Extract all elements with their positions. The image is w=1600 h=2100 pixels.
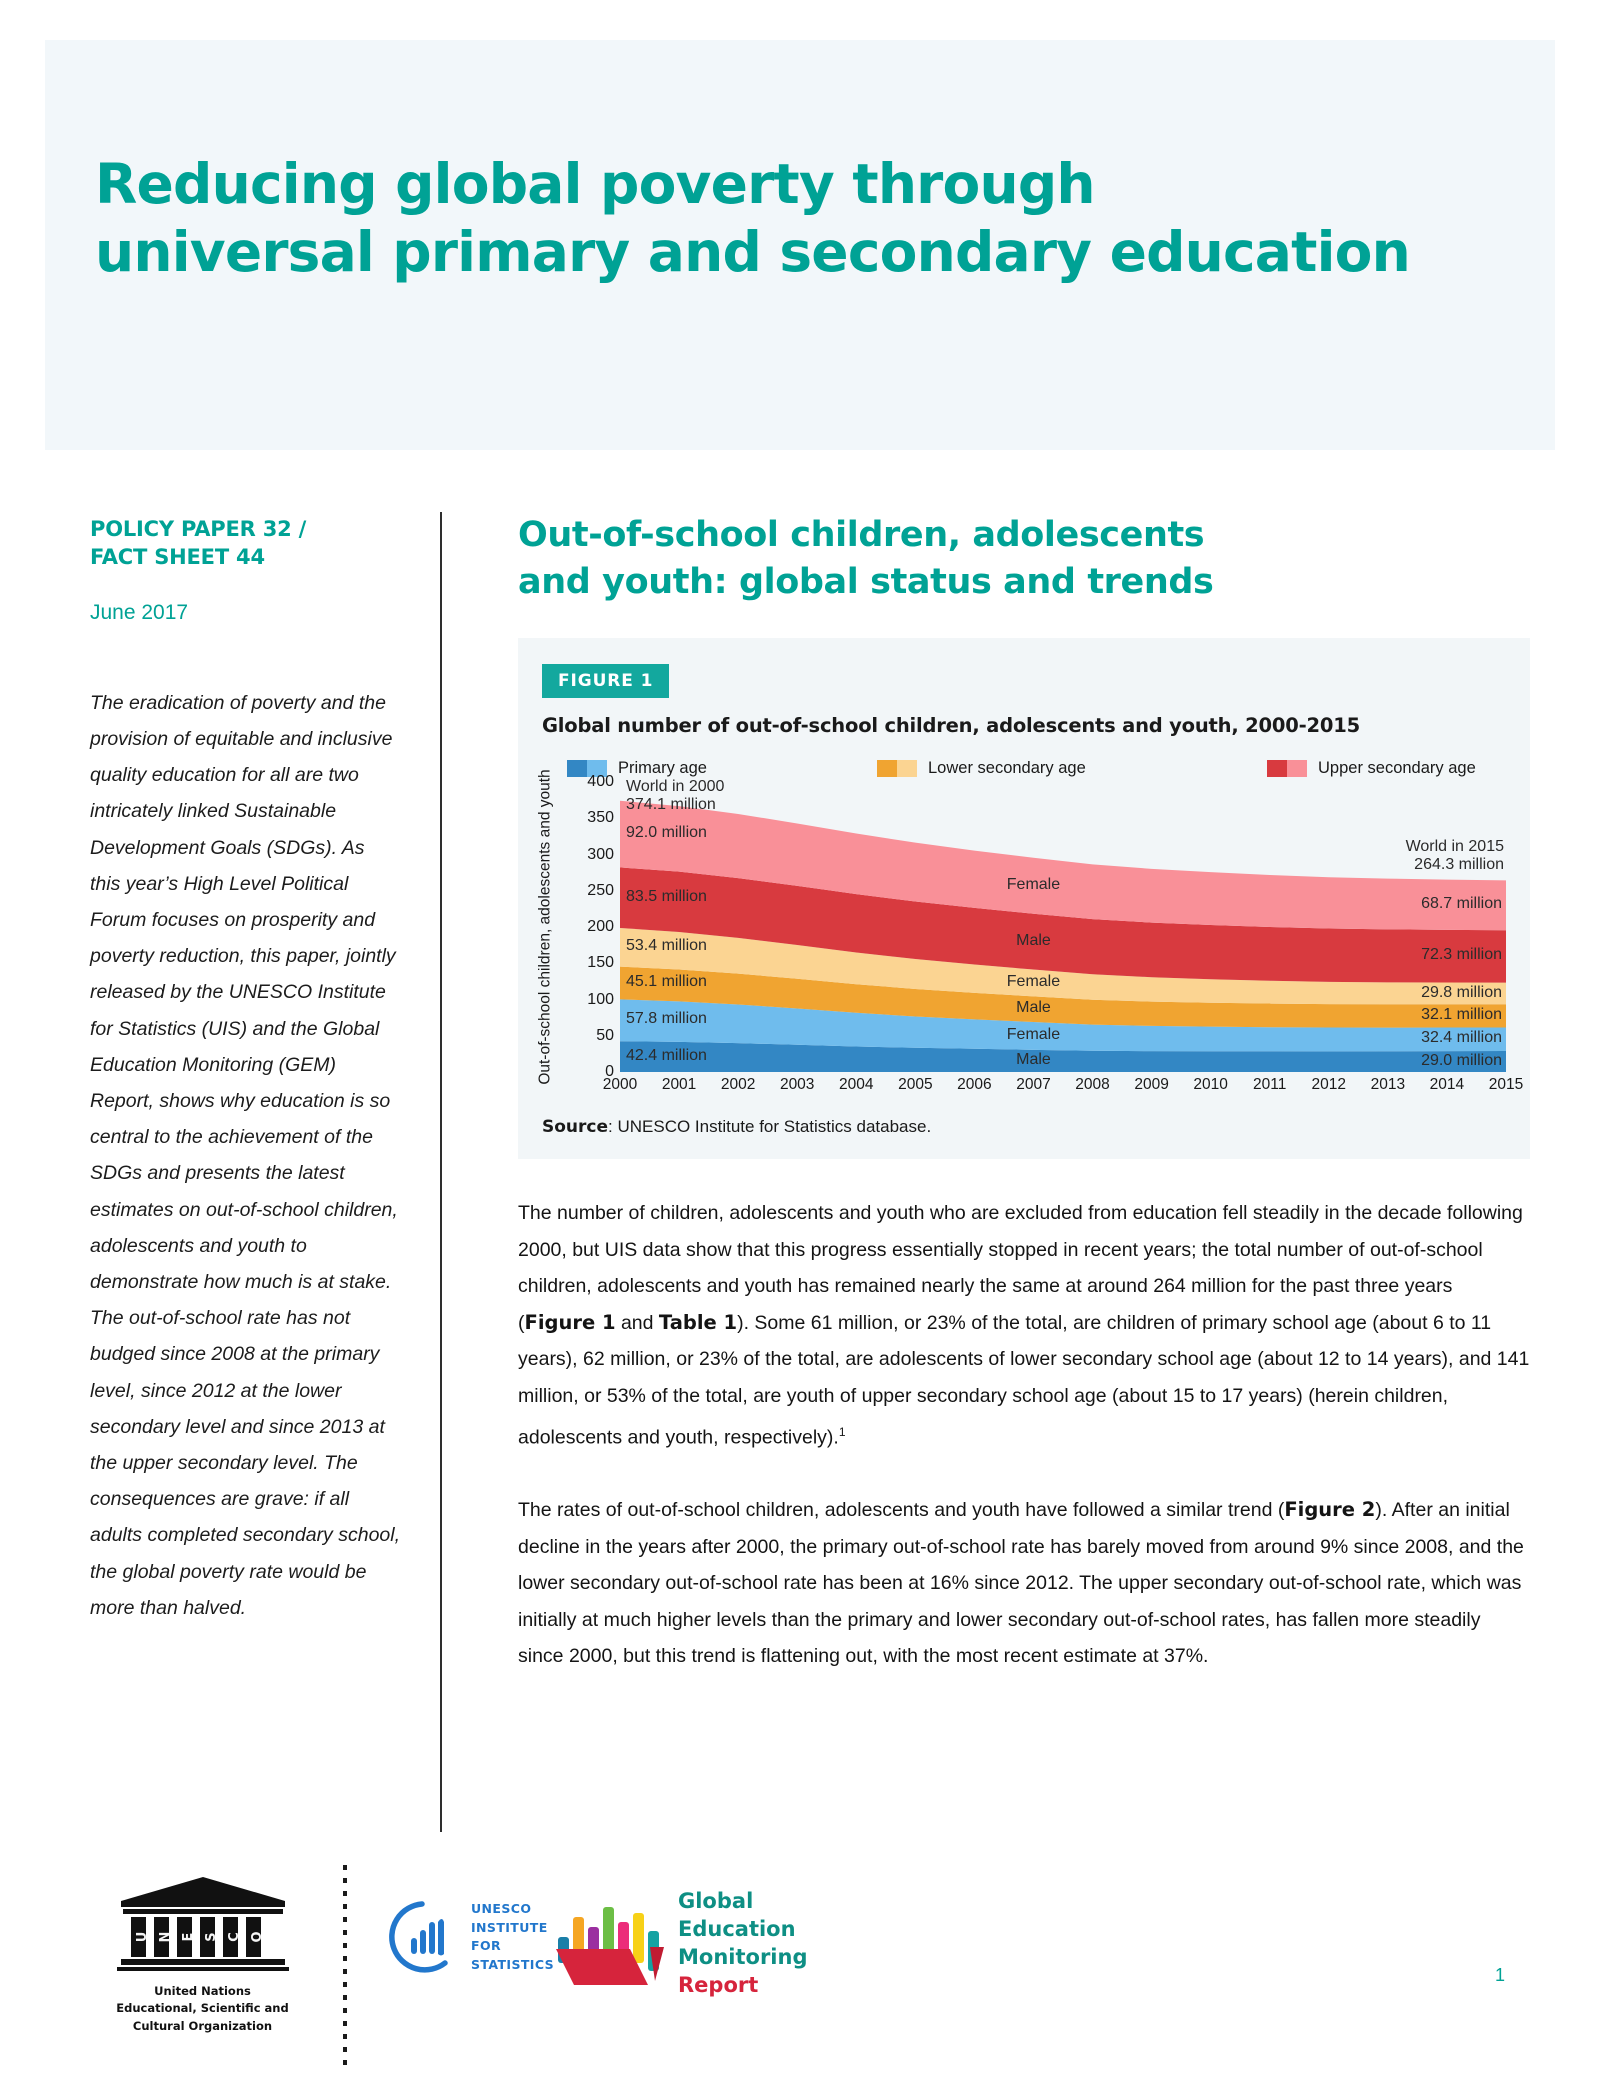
uis-circle-bars-icon xyxy=(385,1900,459,1974)
y-tick-400: 400 xyxy=(587,773,614,791)
annotation-left-1: 83.5 million xyxy=(626,887,707,905)
svg-text:N: N xyxy=(157,1931,173,1943)
annotation-left-2: 53.4 million xyxy=(626,937,707,955)
gem-logo xyxy=(552,1887,807,2000)
annotation-left-3: 45.1 million xyxy=(626,973,707,991)
annotation-mid-5: Male xyxy=(1016,1051,1051,1068)
publication-date: June 2017 xyxy=(90,600,189,624)
legend-label-primary: Primary age xyxy=(618,759,707,778)
y-axis-title-text: Out-of-school children, adolescents and youth xyxy=(537,769,555,1085)
p1-part-e: ). Some 61 million, or 23% of the total, are children of primary school age (about 6 to 11 years), 62 million, or 23% of the total, are adolescents of lower secondary school age (about 12 to 14 years), and 141 million, or 53% of the total, are youth of upper secondary school age (about 15 to 17 years) (herein children, adolescents and youth, respectively). xyxy=(518,1311,1530,1449)
uis-wordmark xyxy=(471,1900,554,1974)
section-title-line1: Out-of-school children, adolescents xyxy=(518,515,1205,555)
gem-line1: Global xyxy=(678,1889,754,1913)
legend-item-lower-secondary xyxy=(877,759,1267,778)
x-tick-2005: 2005 xyxy=(898,1076,933,1094)
svg-text:O: O xyxy=(249,1931,265,1943)
x-tick-2013: 2013 xyxy=(1370,1076,1406,1094)
y-axis-ticks xyxy=(564,773,614,1081)
legend-swatch-lower-secondary xyxy=(877,760,917,777)
annotation-world-2000-line2: 374.1 million xyxy=(626,796,716,813)
p2-figure-ref: Figure 2 xyxy=(1284,1498,1376,1522)
legend-label-upper-secondary: Upper secondary age xyxy=(1318,759,1476,778)
p1-part-c: and xyxy=(615,1311,659,1334)
figure-title: Global number of out-of-school children, adolescents and youth, 2000-2015 xyxy=(542,714,1360,738)
unesco-caption-line3: Cultural Organization xyxy=(132,2018,273,2033)
uis-line1: UNESCO xyxy=(471,1901,532,1916)
chart-plot-area xyxy=(620,782,1506,1072)
annotation-world-2015-line1: World in 2015 xyxy=(1405,838,1504,856)
body-paragraph-2 xyxy=(518,1492,1530,1675)
annotation-right-0: 68.7 million xyxy=(1421,895,1502,913)
uis-line4: STATISTICS xyxy=(471,1956,555,1972)
annotation-right-5: 29.0 million xyxy=(1421,1051,1502,1069)
x-tick-2004: 2004 xyxy=(839,1076,874,1094)
annotation-right-2: 29.8 million xyxy=(1421,983,1502,1001)
figure-badge: FIGURE 1 xyxy=(542,664,669,698)
section-title-line2: and youth: global status and trends xyxy=(518,561,1214,602)
uis-line3: FOR xyxy=(471,1938,501,1953)
annotation-world-2015-line2: 264.3 million xyxy=(1414,856,1504,873)
annotation-right-1: 72.3 million xyxy=(1421,946,1502,964)
y-tick-250: 250 xyxy=(587,881,614,899)
x-axis-ticks xyxy=(602,1076,1524,1102)
uis-line2: INSTITUTE xyxy=(471,1919,548,1935)
gem-line4: Report xyxy=(678,1973,759,1998)
y-tick-50: 50 xyxy=(596,1026,614,1044)
annotation-world-2015 xyxy=(1406,838,1504,874)
y-tick-350: 350 xyxy=(587,809,614,827)
annotation-world-2000 xyxy=(626,778,724,814)
legend-swatch-upper-secondary xyxy=(1267,760,1307,777)
x-tick-2007: 2007 xyxy=(1016,1076,1051,1094)
source-label: Source xyxy=(542,1117,609,1138)
svg-text:C: C xyxy=(226,1932,242,1942)
x-tick-2015: 2015 xyxy=(1488,1076,1524,1094)
x-tick-2008: 2008 xyxy=(1075,1076,1110,1094)
x-tick-2006: 2006 xyxy=(957,1076,992,1094)
annotation-mid-1: Male xyxy=(1016,931,1051,949)
main-column xyxy=(518,512,1530,1675)
annotation-left-4: 57.8 million xyxy=(626,1010,707,1028)
body-paragraph-1 xyxy=(518,1195,1530,1456)
dotted-divider xyxy=(343,1865,347,2065)
annotation-mid-3: Male xyxy=(1016,999,1051,1017)
annotation-right-4: 32.4 million xyxy=(1421,1029,1502,1047)
footer xyxy=(90,1865,1510,2065)
x-tick-2003: 2003 xyxy=(779,1076,815,1094)
sidebar xyxy=(90,515,400,1626)
unesco-caption-line1: United Nations xyxy=(154,1984,251,1998)
svg-text:E: E xyxy=(180,1932,196,1942)
document-title-line1: Reducing global poverty through xyxy=(95,152,1095,216)
p1-table-ref: Table 1 xyxy=(658,1310,738,1334)
annotation-mid-4: Female xyxy=(1006,1026,1061,1044)
document-title xyxy=(95,150,1515,286)
y-axis-title xyxy=(534,769,558,1085)
column-divider xyxy=(440,512,442,1832)
legend-item-upper-secondary xyxy=(1267,759,1476,778)
p2-part-c: ). After an initial decline in the years after 2000, the primary out-of-school rate has barely moved from around 9% since 2008, and the lower secondary out-of-school rate has been at 16% since 2012. The upper secondary out-of-school rate, which was initially at much higher levels than the primary and lower secondary out-of-school rates, has fallen more steadily since 2000, but this trend is flattening out, with the most recent estimate at 37%. xyxy=(518,1499,1524,1668)
svg-text:S: S xyxy=(203,1932,219,1942)
unesco-temple-icon xyxy=(117,1875,289,1971)
gem-hand-bars-icon xyxy=(552,1889,664,1997)
annotation-right-3: 32.1 million xyxy=(1421,1005,1502,1023)
header-banner xyxy=(45,40,1555,450)
gem-line2: Education xyxy=(678,1917,796,1942)
x-tick-2014: 2014 xyxy=(1429,1076,1465,1094)
policy-paper-kicker xyxy=(90,515,400,572)
x-tick-2010: 2010 xyxy=(1193,1076,1228,1094)
y-tick-300: 300 xyxy=(587,845,614,863)
chart-legend xyxy=(542,759,1506,778)
figure-1-panel xyxy=(518,638,1530,1159)
unesco-logo xyxy=(115,1875,290,2035)
x-tick-2002: 2002 xyxy=(720,1076,756,1094)
unesco-caption xyxy=(115,1983,290,2035)
annotation-left-0: 92.0 million xyxy=(626,824,707,842)
x-tick-2012: 2012 xyxy=(1311,1076,1347,1094)
unesco-caption-line2: Educational, Scientific and xyxy=(116,2001,289,2016)
y-tick-0: 0 xyxy=(605,1063,614,1081)
page-number: 1 xyxy=(1494,1965,1505,1985)
legend-label-lower-secondary: Lower secondary age xyxy=(928,759,1086,778)
section-title xyxy=(518,512,1530,605)
x-tick-2000: 2000 xyxy=(602,1076,638,1094)
annotation-mid-0: Female xyxy=(1006,875,1061,893)
y-tick-200: 200 xyxy=(587,918,614,936)
p2-part-a: The rates of out-of-school children, adolescents and youth have followed a similar trend ( xyxy=(518,1499,1285,1522)
x-tick-2009: 2009 xyxy=(1134,1076,1169,1094)
annotation-mid-2: Female xyxy=(1006,973,1061,991)
kicker-line2: FACT SHEET 44 xyxy=(90,545,265,570)
figure-source xyxy=(542,1117,1506,1137)
annotation-world-2000-line1: World in 2000 xyxy=(626,778,725,796)
y-tick-100: 100 xyxy=(587,990,614,1008)
lead-paragraph: The eradication of poverty and the provision of equitable and inclusive quality education for all are two intricately linked Sustainable Development Goals (SDGs). As this year’s High Level Political Forum focuses on prosperity and poverty reduction, this paper, jointly released by the UNESCO Institute for Statistics (UIS) and the Global Education Monitoring (GEM) Report, shows why education is so central to the achievement of the SDGs and presents the latest estimates on out-of-school children, adolescents and youth to demonstrate how much is at stake. The out-of-school rate has not budged since 2008 at the primary level, since 2012 at the lower secondary level and since 2013 at the upper secondary level. The consequences are grave: if all adults completed secondary school, the global poverty rate would be more than halved. xyxy=(90,691,401,1619)
stacked-area-chart xyxy=(537,769,1524,1097)
x-tick-2011: 2011 xyxy=(1253,1076,1287,1094)
p1-figure-ref: Figure 1 xyxy=(524,1310,616,1334)
x-tick-2001: 2001 xyxy=(661,1076,697,1094)
kicker-line1: POLICY PAPER 32 / xyxy=(90,517,307,541)
document-title-line2: universal primary and secondary education xyxy=(95,220,1410,285)
p1-part-a: The number of children, adolescents and youth who are excluded from education fell steadily in the decade following 2000, but UIS data show that this progress essentially stopped in recent years; the total number of out-of-school children, adolescents and youth has remained nearly the same at around 264 million for the past three years ( xyxy=(518,1202,1523,1334)
y-tick-150: 150 xyxy=(587,954,614,972)
gem-wordmark xyxy=(678,1887,807,2000)
uis-logo xyxy=(385,1900,554,1974)
source-text: : UNESCO Institute for Statistics database. xyxy=(608,1117,932,1137)
svg-text:U: U xyxy=(134,1931,150,1943)
p1-footnote-marker: 1 xyxy=(838,1425,846,1440)
annotation-left-5: 42.4 million xyxy=(626,1046,707,1064)
gem-line3: Monitoring xyxy=(678,1945,808,1970)
